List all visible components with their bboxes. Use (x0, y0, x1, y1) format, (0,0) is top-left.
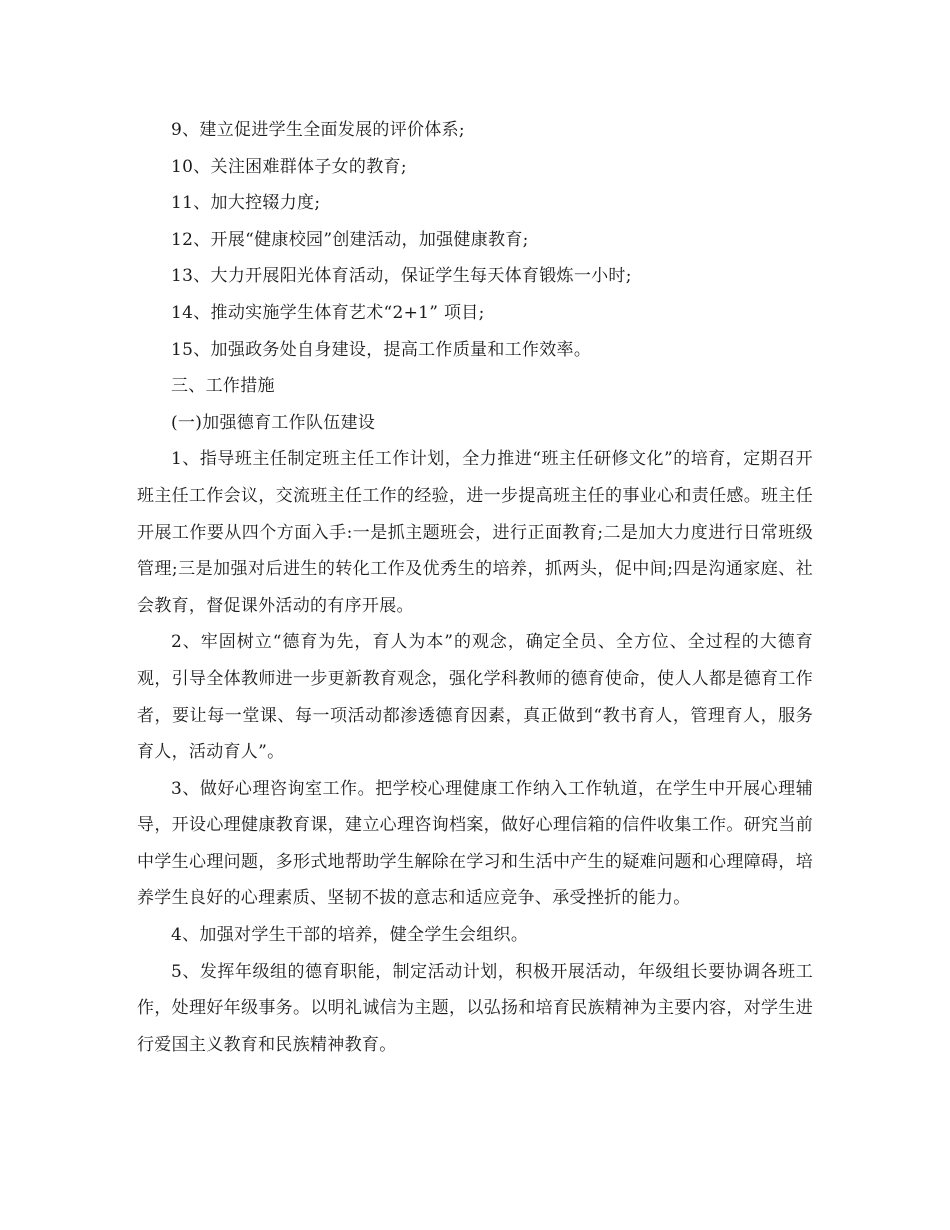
list-item-14: 14、推动实施学生体育艺术“2+1” 项目; (171, 302, 485, 323)
section-heading: 三、工作措施 (171, 376, 275, 397)
paragraph-1: 1、指导班主任制定班主任工作计划，全力推进“班主任研修文化”的培育，定期召开班主任工作会议，交流班主任工作的经验，进一步提高班主任的事业心和责任感。班主任开展工作要从四个方面入手:一是抓主题班会，进行正面教育;二是加大力度进行日常班级管理;三是加强对后进生的转化工作及优秀生的培养，抓两头，促中间;四是沟通家庭、社会教育，督促课外活动的有序开展。 (137, 449, 813, 616)
list-item-15: 15、加强政务处自身建设，提高工作质量和工作效率。 (171, 339, 592, 360)
list-item-10: 10、关注困难群体子女的教育; (171, 156, 407, 177)
paragraph-4: 4、加强对学生干部的培养，健全学生会组织。 (171, 925, 529, 946)
paragraph-3: 3、做好心理咨询室工作。把学校心理健康工作纳入工作轨道，在学生中开展心理辅导，开设心理健康教育课，建立心理咨询档案，做好心理信箱的信件收集工作。研究当前中学生心理问题，多形式地帮助学生解除在学习和生活中产生的疑难问题和心理障碍，培养学生良好的心理素质、坚韧不拔的意志和适应竞争、承受挫折的能力。 (137, 778, 813, 909)
list-item-9: 9、建立促进学生全面发展的评价体系; (171, 120, 465, 140)
paragraph-5: 5、发挥年级组的德育职能，制定活动计划，积极开展活动，年级组长要协调各班工作，处理好年级事务。以明礼诚信为主题，以弘扬和培育民族精神为主要内容，对学生进行爱国主义教育和民族精神教育。 (137, 961, 813, 1055)
list-item-11: 11、加大控辍力度; (171, 193, 321, 214)
list-item-13: 13、大力开展阳光体育活动，保证学生每天体育锻炼一小时; (171, 266, 632, 287)
list-item-12: 12、开展“健康校园”创建活动，加强健康教育; (171, 229, 529, 250)
subsection-heading: (一)加强德育工作队伍建设 (171, 412, 376, 433)
document-page (137, 112, 813, 1063)
paragraph-2: 2、牢固树立“德育为先，育人为本”的观念，确定全员、全方位、全过程的大德育观，引导全体教师进一步更新教育观念，强化学科教师的德育使命，使人人都是德育工作者，要让每一堂课、每一项活动都渗透德育因素，真正做到“教书育人，管理育人，服务育人，活动育人”。 (137, 632, 813, 763)
